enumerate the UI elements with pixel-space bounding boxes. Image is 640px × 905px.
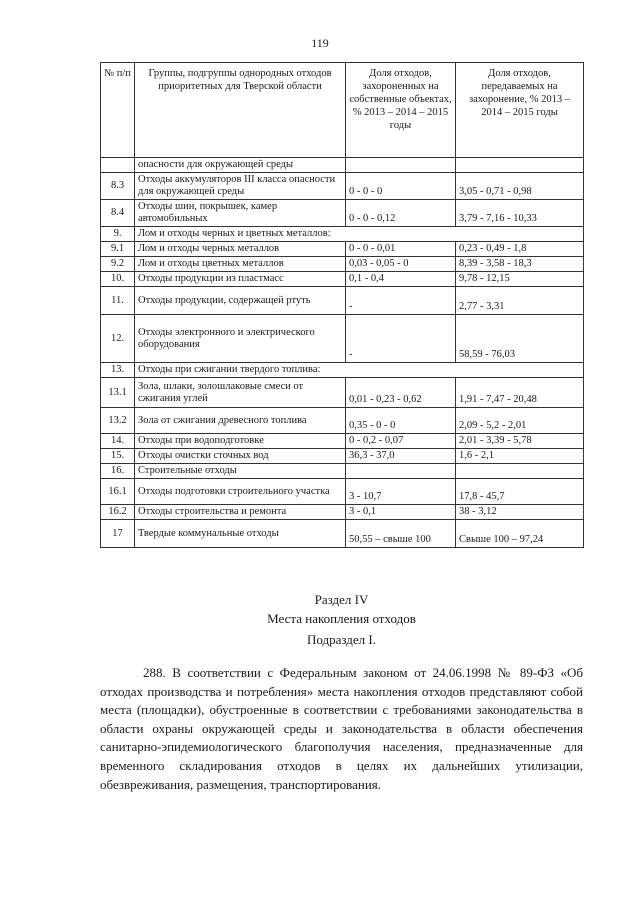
row-number: 8.3 <box>101 173 135 200</box>
row-number: 16.2 <box>101 505 135 520</box>
row-group-name: Зола, шлаки, золошлаковые смеси от сжигания углей <box>135 378 346 408</box>
row-number: 9.1 <box>101 242 135 257</box>
col-header-transfer-share: Доля отходов, передаваемых на захоронение, % 2013 – 2014 – 2015 годы <box>456 63 584 158</box>
row-transfer-share: 2,09 - 5,2 - 2,01 <box>456 408 584 434</box>
row-transfer-share: 8,39 - 3,58 - 18,3 <box>456 257 584 272</box>
row-group-name: Отходы продукции, содержащей ртуть <box>135 287 346 315</box>
table-row <box>101 315 584 363</box>
subsection-title: Подраздел I. <box>307 632 376 647</box>
row-number <box>101 158 135 173</box>
row-number: 13. <box>101 363 135 378</box>
row-own-share: - <box>346 315 456 363</box>
row-number: 14. <box>101 434 135 449</box>
row-transfer-share <box>456 158 584 173</box>
row-own-share: 36,3 - 37,0 <box>346 449 456 464</box>
row-group-name: Лом и отходы черных металлов <box>135 242 346 257</box>
table-body <box>101 158 584 548</box>
row-number: 11. <box>101 287 135 315</box>
row-group-name: Твердые коммунальные отходы <box>135 520 346 548</box>
row-number: 16.1 <box>101 479 135 505</box>
page-number: 119 <box>311 36 329 50</box>
row-own-share: 3 - 10,7 <box>346 479 456 505</box>
row-transfer-share: 38 - 3,12 <box>456 505 584 520</box>
table-row <box>101 449 584 464</box>
row-own-share: 0 - 0 - 0 <box>346 173 456 200</box>
table-row <box>101 242 584 257</box>
row-transfer-share: 9,78 - 12,15 <box>456 272 584 287</box>
table-row <box>101 363 584 378</box>
row-group-name: Лом и отходы черных и цветных металлов: <box>135 227 584 242</box>
col-header-own-share: Доля отходов, захороненных на собственные объектах, % 2013 – 2014 – 2015 годы <box>346 63 456 158</box>
row-transfer-share: 58,59 - 76,03 <box>456 315 584 363</box>
row-transfer-share: 3,05 - 0,71 - 0,98 <box>456 173 584 200</box>
table-header-row <box>101 63 584 158</box>
table-row <box>101 227 584 242</box>
col-header-group: Группы, подгруппы однородных отходов приоритетных для Тверской области <box>135 63 346 158</box>
row-own-share: 0,35 - 0 - 0 <box>346 408 456 434</box>
row-group-name: опасности для окружающей среды <box>135 158 346 173</box>
row-own-share: 0 - 0,2 - 0,07 <box>346 434 456 449</box>
row-number: 13.2 <box>101 408 135 434</box>
row-own-share: 0 - 0 - 0,12 <box>346 200 456 227</box>
row-group-name: Отходы при сжигании твердого топлива: <box>135 363 584 378</box>
row-transfer-share: 2,01 - 3,39 - 5,78 <box>456 434 584 449</box>
row-transfer-share <box>456 464 584 479</box>
row-number: 13.1 <box>101 378 135 408</box>
row-transfer-share: Свыше 100 – 97,24 <box>456 520 584 548</box>
row-group-name: Отходы при водоподготовке <box>135 434 346 449</box>
row-transfer-share: 3,79 - 7,16 - 10,33 <box>456 200 584 227</box>
row-transfer-share: 2,77 - 3,31 <box>456 287 584 315</box>
row-own-share: 0,03 - 0,05 - 0 <box>346 257 456 272</box>
row-group-name: Зола от сжигания древесного топлива <box>135 408 346 434</box>
row-own-share <box>346 464 456 479</box>
row-number: 15. <box>101 449 135 464</box>
row-transfer-share: 1,6 - 2,1 <box>456 449 584 464</box>
row-transfer-share: 0,23 - 0,49 - 1,8 <box>456 242 584 257</box>
row-number: 17 <box>101 520 135 548</box>
row-own-share: - <box>346 287 456 315</box>
row-own-share: 3 - 0,1 <box>346 505 456 520</box>
row-transfer-share: 1,91 - 7,47 - 20,48 <box>456 378 584 408</box>
table-row <box>101 287 584 315</box>
row-group-name: Строительные отходы <box>135 464 346 479</box>
row-number: 8.4 <box>101 200 135 227</box>
row-group-name: Отходы подготовки строительного участка <box>135 479 346 505</box>
col-header-number: № п/п <box>101 63 135 158</box>
row-group-name: Отходы аккумуляторов III класса опасности для окружающей среды <box>135 173 346 200</box>
row-number: 9.2 <box>101 257 135 272</box>
row-group-name: Отходы очистки сточных вод <box>135 449 346 464</box>
row-own-share <box>346 158 456 173</box>
table-row <box>101 479 584 505</box>
row-own-share: 0,1 - 0,4 <box>346 272 456 287</box>
table-row <box>101 378 584 408</box>
table-row <box>101 200 584 227</box>
table-row <box>101 505 584 520</box>
paragraph-288: 288. В соответствии с Федеральным законом от 24.06.1998 № 89-ФЗ «Об отходах производства и потребления» места накопления отходов представляют собой места (площадки), обустроенные в соответствии с требованиями законодательства в области охраны окружающей среды и законодательства в области обеспечения санитарно-эпидемиологического благополучия населения, предназначенные для временного складирования отходов в целях их дальнейших утилизации, обезвреживания, размещения, транспортирования. <box>100 665 583 792</box>
table-row <box>101 158 584 173</box>
row-number: 16. <box>101 464 135 479</box>
row-group-name: Отходы электронного и электрического оборудования <box>135 315 346 363</box>
table-row <box>101 173 584 200</box>
table-row <box>101 464 584 479</box>
row-own-share: 0 - 0 - 0,01 <box>346 242 456 257</box>
row-number: 12. <box>101 315 135 363</box>
row-group-name: Лом и отходы цветных металлов <box>135 257 346 272</box>
table-row <box>101 257 584 272</box>
section-subtitle: Места накопления отходов <box>267 611 416 626</box>
row-group-name: Отходы шин, покрышек, камер автомобильных <box>135 200 346 227</box>
table-row <box>101 408 584 434</box>
row-own-share: 0,01 - 0,23 - 0,62 <box>346 378 456 408</box>
table-row <box>101 272 584 287</box>
row-own-share: 50,55 – свыше 100 <box>346 520 456 548</box>
section-title: Раздел IV <box>314 592 369 607</box>
waste-share-table <box>100 62 584 548</box>
table-row <box>101 520 584 548</box>
row-transfer-share: 17,8 - 45,7 <box>456 479 584 505</box>
row-number: 10. <box>101 272 135 287</box>
table-row <box>101 434 584 449</box>
row-group-name: Отходы продукции из пластмасс <box>135 272 346 287</box>
row-number: 9. <box>101 227 135 242</box>
row-group-name: Отходы строительства и ремонта <box>135 505 346 520</box>
